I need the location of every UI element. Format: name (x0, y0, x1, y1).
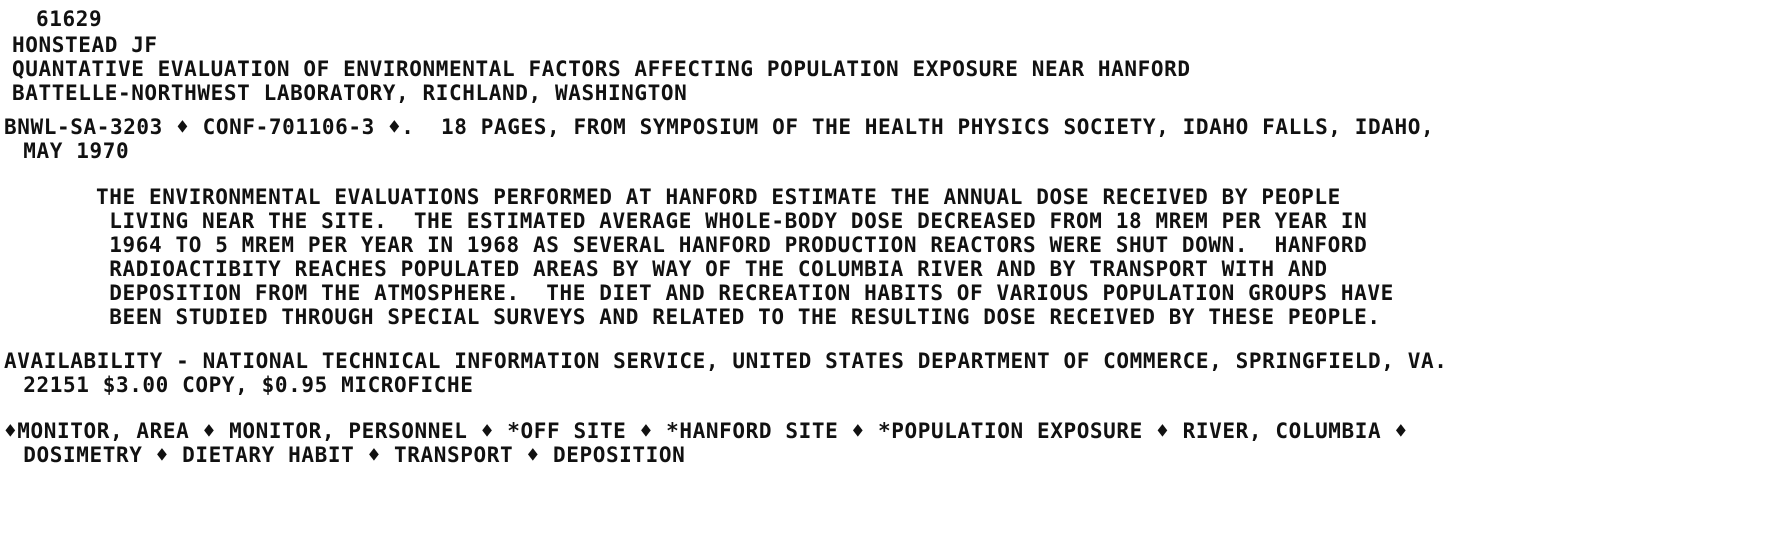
author: HONSTEAD JF (12, 33, 158, 57)
citation-line-2: MAY 1970 (10, 139, 130, 163)
citation-line-1: BNWL-SA-3203 ♦ CONF-701106-3 ♦. 18 PAGES, FROM SYMPOSIUM OF THE HEALTH PHYSICS SOCIETY, IDAHO FALLS, IDAHO, (4, 115, 1435, 139)
abstract-line-4: RADIOACTIBITY REACHES POPULATED AREAS BY WAY OF THE COLUMBIA RIVER AND BY TRANSPORT WITH AND (96, 257, 1328, 281)
accession-number: 61629 (36, 7, 103, 31)
descriptors-line-1: ♦MONITOR, AREA ♦ MONITOR, PERSONNEL ♦ *OFF SITE ♦ *HANFORD SITE ♦ *POPULATION EXPOSURE ♦ RIVER, COLUMBIA ♦ (4, 419, 1408, 443)
abstract-line-1: THE ENVIRONMENTAL EVALUATIONS PERFORMED AT HANFORD ESTIMATE THE ANNUAL DOSE RECEIVED BY PEOPLE (96, 185, 1341, 209)
availability-line-1: AVAILABILITY - NATIONAL TECHNICAL INFORMATION SERVICE, UNITED STATES DEPARTMENT OF COMMERCE, SPRINGFIELD, VA. (4, 349, 1448, 373)
abstract-line-3: 1964 TO 5 MREM PER YEAR IN 1968 AS SEVERAL HANFORD PRODUCTION REACTORS WERE SHUT DOWN. HANFORD (96, 233, 1368, 257)
abstract-line-5: DEPOSITION FROM THE ATMOSPHERE. THE DIET AND RECREATION HABITS OF VARIOUS POPULATION GROUPS HAVE (96, 281, 1394, 305)
document-title: QUANTATIVE EVALUATION OF ENVIRONMENTAL FACTORS AFFECTING POPULATION EXPOSURE NEAR HANFORD (12, 57, 1191, 81)
availability-line-2: 22151 $3.00 COPY, $0.95 MICROFICHE (10, 373, 474, 397)
descriptors-line-2: DOSIMETRY ♦ DIETARY HABIT ♦ TRANSPORT ♦ DEPOSITION (10, 443, 686, 467)
corporate-source: BATTELLE-NORTHWEST LABORATORY, RICHLAND, WASHINGTON (12, 81, 688, 105)
abstract-line-2: LIVING NEAR THE SITE. THE ESTIMATED AVERAGE WHOLE-BODY DOSE DECREASED FROM 18 MREM PER YEAR IN (96, 209, 1368, 233)
abstract-line-6: BEEN STUDIED THROUGH SPECIAL SURVEYS AND RELATED TO THE RESULTING DOSE RECEIVED BY THESE PEOPLE. (96, 305, 1381, 329)
